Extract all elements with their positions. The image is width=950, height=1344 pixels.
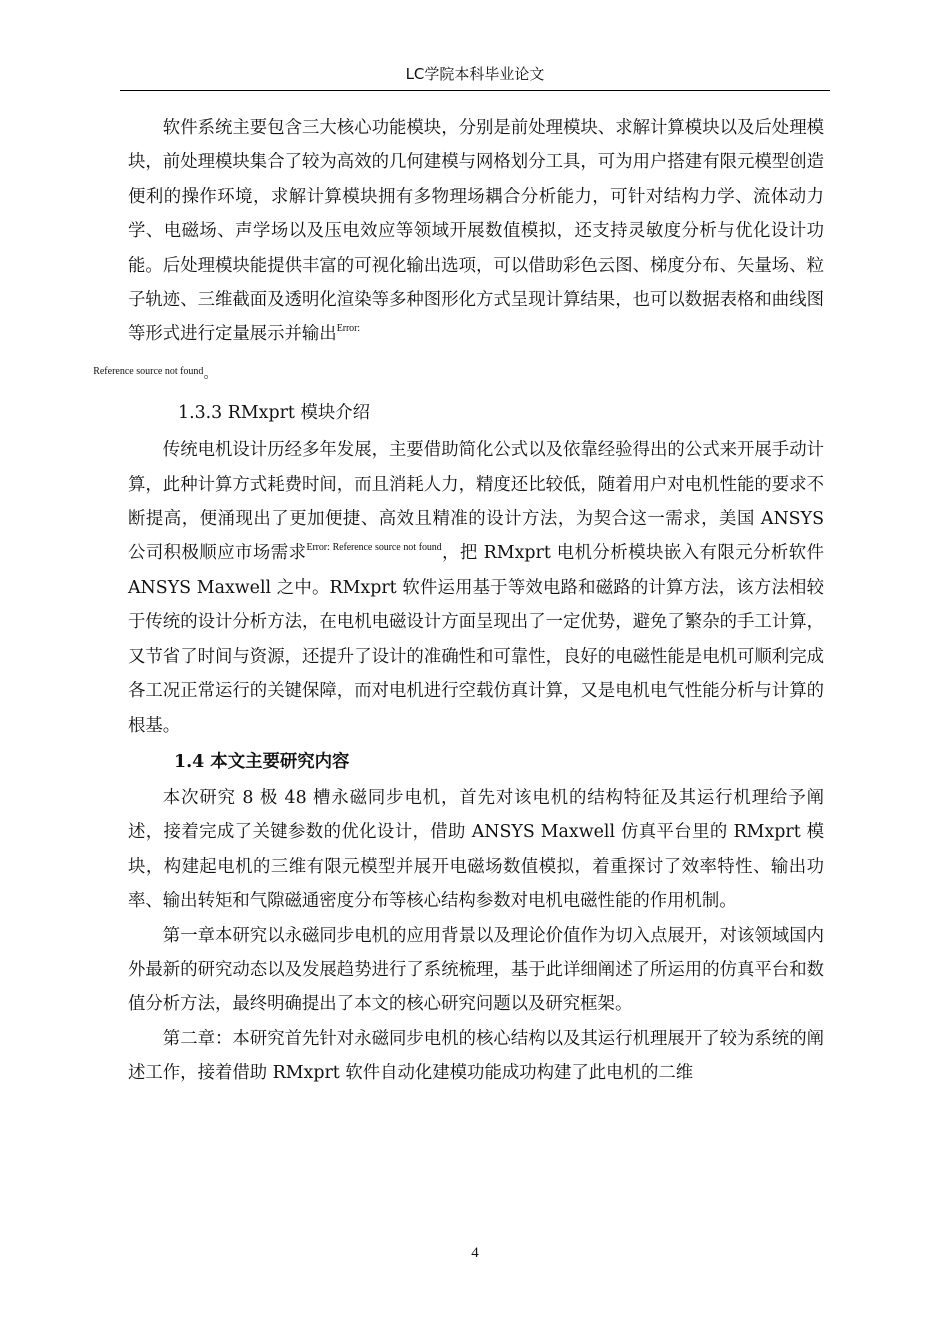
chapter-two-summary-paragraph: 第二章：本研究首先针对永磁同步电机的核心结构以及其运行机理展开了较为系统的阐述工作，接着借助 RMxprt 软件自动化建模功能成功构建了此电机的二维 (128, 1028, 824, 1084)
paragraph-text-continued: ，把 RMxprt 电机分析模块嵌入有限元分析软件 ANSYS Maxwell 之中。RMxprt 软件运用基于等效电路和磁路的计算方法，该方法相较于传统的设计分析方法，在电机电磁设计方面呈现出了一定优势，避免了繁杂的手工计算，又节省了时间与资源，还提升了设计的准确性和可靠性，良好的电磁性能是电机可顺利完成各工况正常运行的关键保障，而对电机进行空载仿真计算，又是电机电气性能分析与计算的根基。 (128, 543, 824, 736)
section-heading-1-4: 1.4 本文主要研究内容 (174, 751, 350, 772)
rmxprt-intro-paragraph (128, 433, 824, 743)
paragraph-text: 软件系统主要包含三大核心功能模块，分别是前处理模块、求解计算模块以及后处理模块，前处理模块集合了较为高效的几何建模与网格划分工具，可为用户搭建有限元模型创造便利的操作环境，求解计算模块拥有多物理场耦合分析能力，可针对结构力学、流体动力学、电磁场、声学场以及压电效应等领域开展数值模拟，还支持灵敏度分析与优化设计功能。后处理模块能提供丰富的可视化输出选项，可以借助彩色云图、梯度分布、矢量场、粒子轨迹、三维截面及透明化渲染等多种图形化方式呈现计算结果，也可以数据表格和曲线图等形式进行定量展示并输出 (128, 118, 824, 345)
page-number: 4 (471, 1245, 479, 1261)
page-body (93, 111, 824, 1091)
subsection-heading-1-3-3: 1.3.3 RMxprt 模块介绍 (178, 403, 371, 424)
software-modules-paragraph (93, 111, 824, 391)
citation-error-mark: Error: (336, 323, 360, 335)
paragraph-text: 传统电机设计历经多年发展，主要借助简化公式以及依靠经验得出的公式来开展手动计算，此种计算方式耗费时间，而且消耗人力，精度还比较低，随着用户对电机性能的要求不断提高，便涌现出了更加便捷、高效且精准的设计方法，为契合这一需求，美国 ANSYS 公司积极顺应市场需求 (128, 440, 824, 564)
paragraph-end-mark: 。 (203, 365, 218, 382)
header-divider (120, 90, 830, 91)
research-content-paragraph: 本次研究 8 极 48 槽永磁同步电机，首先对该电机的结构特征及其运行机理给予阐述，接着完成了关键参数的优化设计，借助 ANSYS Maxwell 仿真平台里的 RMxprt 模块，构建起电机的三维有限元模型并展开电磁场数值模拟，着重探讨了效率特性、输出功率、输出转矩和气隙磁通密度分布等核心结构参数对电机电磁性能的作用机制。 (128, 787, 824, 912)
chapter-one-summary-paragraph: 第一章本研究以永磁同步电机的应用背景以及理论价值作为切入点展开，对该领域国内外最新的研究动态以及发展趋势进行了系统梳理，基于此详细阐述了所运用的仿真平台和数值分析方法，最终明确提出了本文的核心研究问题以及研究框架。 (128, 925, 824, 1015)
citation-error-continuation: Reference source not found (93, 365, 204, 377)
running-header: LC学院本科毕业论文 (405, 65, 545, 83)
citation-error-mark: Error: Reference source not found (306, 542, 442, 554)
